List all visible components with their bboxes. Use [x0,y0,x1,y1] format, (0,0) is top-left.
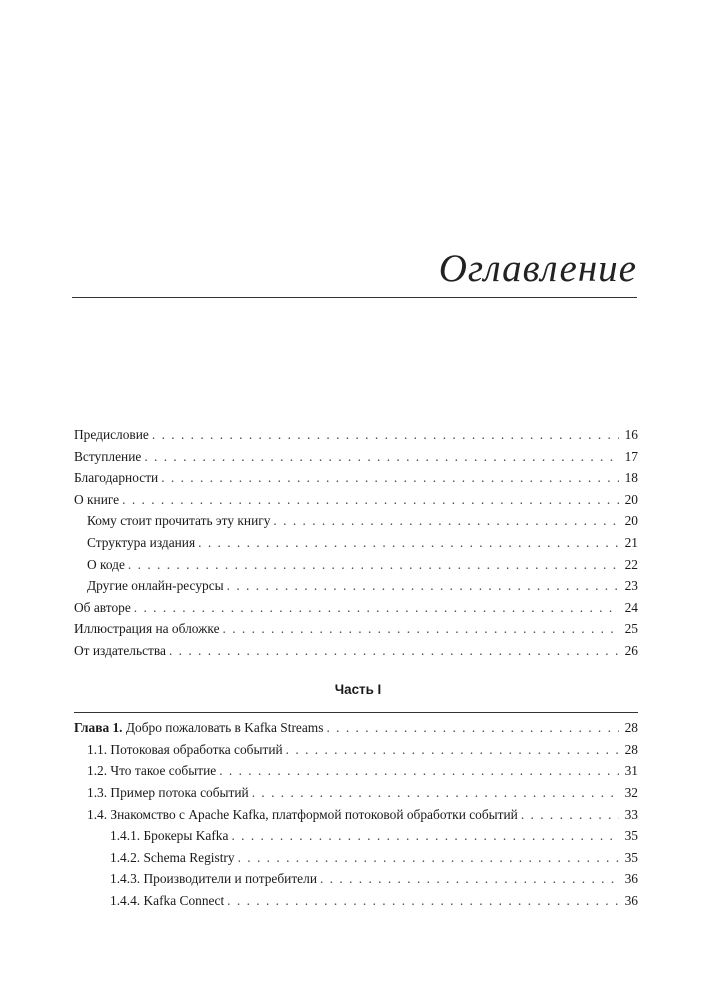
chapter-entries-list [74,739,638,912]
toc-entry-label: Кому стоит прочитать эту книгу [87,513,271,529]
dot-leader [198,532,619,554]
toc-entry[interactable] [74,554,638,576]
chapter-prefix: Глава 1. [74,720,123,736]
toc-entry[interactable] [74,446,638,468]
toc-entry-page: 32 [624,784,638,800]
toc-entry-label: 1.4. Знакомство с Apache Kafka, платформой потоковой обработки событий [87,806,518,822]
table-of-contents [74,424,638,911]
toc-entry-page: 20 [624,491,638,507]
toc-entry-label: Иллюстрация на обложке [74,621,220,637]
toc-entry-label: Другие онлайн-ресурсы [87,578,224,594]
toc-entry[interactable] [74,424,638,446]
toc-entry-page: 24 [624,599,638,615]
toc-entry-label: Вступление [74,448,142,464]
toc-entry-label: О книге [74,491,120,507]
toc-entry[interactable] [74,597,638,619]
dot-leader [128,554,619,576]
toc-entry[interactable] [74,804,638,826]
toc-entry[interactable] [74,890,638,912]
dot-leader [252,782,619,804]
part-heading: Часть I [334,681,382,697]
toc-entry-page: 36 [624,892,638,908]
toc-entry-label: Структура издания [87,534,196,550]
title-divider [72,297,637,298]
toc-entry[interactable] [74,760,638,782]
toc-entry-chapter-1[interactable] [74,717,638,739]
toc-entry-label: Об авторе [74,599,131,615]
toc-entry[interactable] [74,489,638,511]
dot-leader [227,575,619,597]
toc-entry-page: 36 [624,871,638,887]
toc-entry-page: 28 [624,741,638,757]
dot-leader [169,640,619,662]
toc-entry-page: 18 [624,470,638,486]
toc-entry-label: Благодарности [74,470,159,486]
toc-entry-label [74,717,323,739]
toc-entry-label: От издательства [74,642,166,658]
toc-entry-page: 35 [624,849,638,865]
toc-entry-page: 31 [624,763,638,779]
dot-leader [134,597,619,619]
front-matter-list [74,424,638,662]
toc-entry-page: 33 [624,806,638,822]
toc-entry-label: 1.3. Пример потока событий [87,784,249,800]
toc-entry[interactable] [74,782,638,804]
toc-entry-page: 21 [624,534,638,550]
dot-leader [223,618,619,640]
dot-leader [238,847,619,869]
toc-entry-label: 1.4.2. Schema Registry [110,849,235,865]
dot-leader [231,825,619,847]
toc-entry-label: Предисловие [74,427,149,442]
toc-entry-label: 1.4.1. Брокеры Kafka [110,828,229,844]
toc-entry[interactable] [74,618,638,640]
chapter-title: Добро пожаловать в Kafka Streams [125,720,324,736]
toc-entry-page: 35 [624,828,638,844]
dot-leader [273,510,619,532]
dot-leader [161,467,619,489]
dot-leader [320,868,619,890]
toc-entry[interactable] [74,825,638,847]
toc-entry-page: 17 [624,448,638,464]
toc-entry[interactable] [74,847,638,869]
page-title: Оглавление [438,247,637,290]
toc-entry[interactable] [74,640,638,662]
dot-leader [152,424,619,446]
toc-entry-page: 28 [624,720,638,736]
toc-entry[interactable] [74,467,638,489]
dot-leader [219,760,619,782]
toc-entry-label: 1.4.3. Производители и потребители [110,871,317,887]
toc-entry[interactable] [74,868,638,890]
toc-entry[interactable] [74,739,638,761]
toc-entry[interactable] [74,575,638,597]
toc-entry-page: 23 [624,578,638,594]
dot-leader [326,717,619,739]
toc-entry-label: 1.1. Потоковая обработка событий [87,741,283,757]
toc-entry-page: 22 [624,556,638,572]
part-divider [74,712,638,713]
toc-entry-page: 16 [624,427,638,442]
dot-leader [286,739,619,761]
toc-entry-label: О коде [87,556,125,572]
dot-leader [144,446,619,468]
toc-entry-page: 20 [624,513,638,529]
toc-entry[interactable] [74,532,638,554]
toc-entry[interactable] [74,510,638,532]
toc-entry-page: 25 [624,621,638,637]
dot-leader [521,804,619,826]
toc-entry-label: 1.4.4. Kafka Connect [110,892,225,908]
toc-entry-page: 26 [624,642,638,658]
dot-leader [122,489,619,511]
dot-leader [227,890,619,912]
toc-entry-label: 1.2. Что такое событие [87,763,217,779]
